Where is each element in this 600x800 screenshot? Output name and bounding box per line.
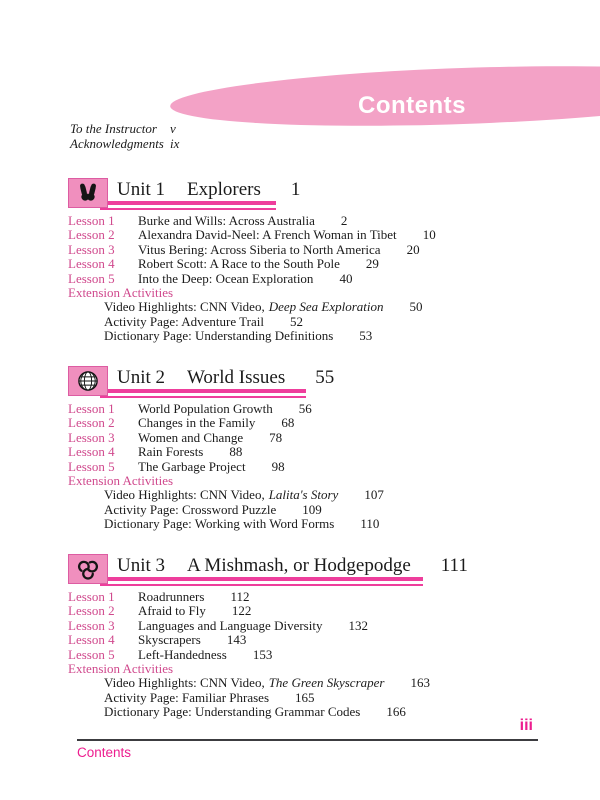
extension-activities-heading: Extension Activities [68, 661, 174, 677]
lesson-label: Lesson 1 [68, 401, 115, 416]
extension-item-text: Dictionary Page: Working with Word Forms [104, 516, 335, 532]
unit-2-rule [100, 389, 306, 398]
lesson-title: Skyscrapers [138, 632, 201, 648]
lesson-row [68, 460, 558, 474]
lesson-row [68, 272, 558, 286]
front-matter-page: v [170, 121, 176, 136]
lesson-title: Roadrunners [138, 589, 205, 604]
unit-1-header [68, 176, 558, 212]
binoculars-icon [68, 178, 108, 208]
lesson-row [68, 402, 558, 416]
unit-2-section [68, 364, 558, 532]
lesson-label: Lesson 3 [68, 429, 115, 445]
lesson-page-number: 78 [269, 429, 283, 445]
lesson-title: Afraid to Fly [138, 603, 206, 619]
lesson-row [68, 648, 558, 662]
extension-item [68, 676, 558, 690]
footer-rule [77, 739, 538, 741]
globe-icon [68, 366, 108, 396]
unit-number: Unit 1 [117, 179, 166, 200]
unit-title: A Mishmash, or Hodgepodge [187, 555, 411, 576]
lesson-label: Lesson 2 [68, 415, 115, 431]
lesson-page-number: 10 [422, 227, 436, 243]
extension-item [68, 315, 558, 329]
lesson-label: Lesson 5 [68, 646, 115, 662]
lesson-page-number: 68 [281, 415, 295, 431]
lesson-row [68, 590, 558, 604]
unit-page-number: 1 [290, 179, 301, 200]
lesson-row [68, 214, 558, 228]
extension-item-italic-title: Lalita's Story [268, 487, 339, 503]
lesson-label: Lesson 2 [68, 603, 115, 619]
extension-page-number: 163 [410, 675, 430, 691]
lesson-title: Rain Forests [138, 444, 204, 460]
extension-item-text: Activity Page: Crossword Puzzle [104, 501, 277, 517]
lesson-page-number: 56 [298, 401, 312, 416]
lesson-page-number: 98 [271, 458, 285, 474]
extension-page-number: 53 [359, 328, 373, 344]
front-matter-page: ix [170, 136, 180, 151]
lesson-label: Lesson 4 [68, 256, 115, 272]
extension-page-number: 110 [360, 516, 380, 532]
extension-page-number: 50 [409, 299, 423, 315]
extension-item-text: Activity Page: Familiar Phrases [104, 689, 270, 705]
lesson-label: Lesson 2 [68, 227, 115, 243]
unit-page-number: 111 [440, 555, 468, 576]
folio-page-number: iii [519, 717, 533, 734]
lesson-row [68, 416, 558, 430]
extension-page-number: 166 [386, 704, 406, 720]
unit-2-header [68, 364, 558, 400]
unit-3-section [68, 552, 558, 720]
lesson-label: Lesson 1 [68, 213, 115, 228]
unit-2-titleline [117, 367, 334, 389]
lesson-label: Lesson 4 [68, 632, 115, 648]
extension-item [68, 488, 558, 502]
footer-running-title: Contents [77, 745, 132, 760]
unit-1-lessons [68, 214, 558, 344]
lesson-page-number: 132 [348, 617, 368, 633]
unit-title: Explorers [187, 179, 261, 200]
lesson-page-number: 2 [340, 213, 348, 228]
lesson-title: Vitus Bering: Across Siberia to North America [138, 241, 381, 257]
lesson-label: Lesson 3 [68, 617, 115, 633]
lesson-label: Lesson 5 [68, 458, 115, 474]
lesson-title: Alexandra David-Neel: A French Woman in Tibet [138, 227, 397, 243]
swirl-icon [68, 554, 108, 584]
unit-3-titleline [117, 555, 468, 577]
front-matter-row [70, 121, 179, 136]
extension-page-number: 165 [295, 689, 315, 705]
extension-item-text: Video Highlights: CNN Video, [104, 675, 265, 691]
extension-item-text: Video Highlights: CNN Video, [104, 487, 265, 503]
extension-item [68, 691, 558, 705]
lesson-title: Women and Change [138, 429, 244, 445]
lesson-title: Into the Deep: Ocean Exploration [138, 270, 314, 286]
lesson-title: Burke and Wills: Across Australia [138, 213, 315, 228]
lesson-row [68, 228, 558, 242]
lesson-label: Lesson 4 [68, 444, 115, 460]
unit-3-lessons [68, 590, 558, 720]
extension-activities-heading: Extension Activities [68, 473, 174, 489]
lesson-label: Lesson 1 [68, 589, 115, 604]
extension-item-text: Dictionary Page: Understanding Definitions [104, 328, 334, 344]
front-matter-label: To the Instructor [70, 121, 157, 136]
lesson-page-number: 29 [365, 256, 379, 272]
extension-page-number: 52 [289, 313, 303, 329]
unit-number: Unit 2 [117, 367, 166, 388]
lesson-label: Lesson 3 [68, 241, 115, 257]
extension-activities-heading: Extension Activities [68, 285, 174, 301]
extension-item-italic-title: The Green Skyscraper [268, 675, 385, 691]
lesson-row [68, 633, 558, 647]
unit-title: World Issues [187, 367, 286, 388]
lesson-title: Left-Handedness [138, 646, 227, 662]
extension-item-italic-title: Deep Sea Exploration [268, 299, 384, 315]
front-matter-label: Acknowledgments [70, 136, 164, 151]
lesson-page-number: 153 [252, 646, 273, 662]
extension-item-text: Dictionary Page: Understanding Grammar Codes [104, 704, 361, 720]
lesson-title: The Garbage Project [138, 458, 246, 474]
unit-page-number: 55 [315, 367, 335, 388]
unit-3-header [68, 552, 558, 588]
lesson-page-number: 40 [339, 270, 353, 286]
unit-1-rule [100, 201, 276, 210]
extension-item [68, 329, 558, 343]
lesson-row [68, 431, 558, 445]
lesson-title: Robert Scott: A Race to the South Pole [138, 256, 340, 272]
extension-item [68, 503, 558, 517]
lesson-page-number: 143 [226, 632, 247, 648]
unit-2-lessons [68, 402, 558, 532]
unit-1-section [68, 176, 558, 344]
lesson-page-number: 112 [230, 589, 250, 604]
page-title: Contents [358, 92, 466, 119]
lesson-label: Lesson 5 [68, 270, 115, 286]
lesson-row [68, 604, 558, 618]
front-matter-row [70, 136, 179, 151]
unit-3-rule [100, 577, 423, 586]
lesson-row [68, 445, 558, 459]
extension-page-number: 109 [302, 501, 322, 517]
extension-item [68, 300, 558, 314]
lesson-page-number: 20 [406, 241, 420, 257]
unit-number: Unit 3 [117, 555, 166, 576]
extension-item [68, 517, 558, 531]
front-matter-list [70, 121, 179, 151]
lesson-title: Languages and Language Diversity [138, 617, 323, 633]
lesson-row [68, 243, 558, 257]
lesson-page-number: 88 [229, 444, 243, 460]
lesson-row [68, 257, 558, 271]
lesson-page-number: 122 [231, 603, 252, 619]
extension-page-number: 107 [364, 487, 384, 503]
lesson-title: World Population Growth [138, 401, 273, 416]
lesson-title: Changes in the Family [138, 415, 256, 431]
extension-item-text: Activity Page: Adventure Trail [104, 313, 264, 329]
unit-1-titleline [117, 179, 300, 201]
extension-item-text: Video Highlights: CNN Video, [104, 299, 265, 315]
lesson-row [68, 619, 558, 633]
